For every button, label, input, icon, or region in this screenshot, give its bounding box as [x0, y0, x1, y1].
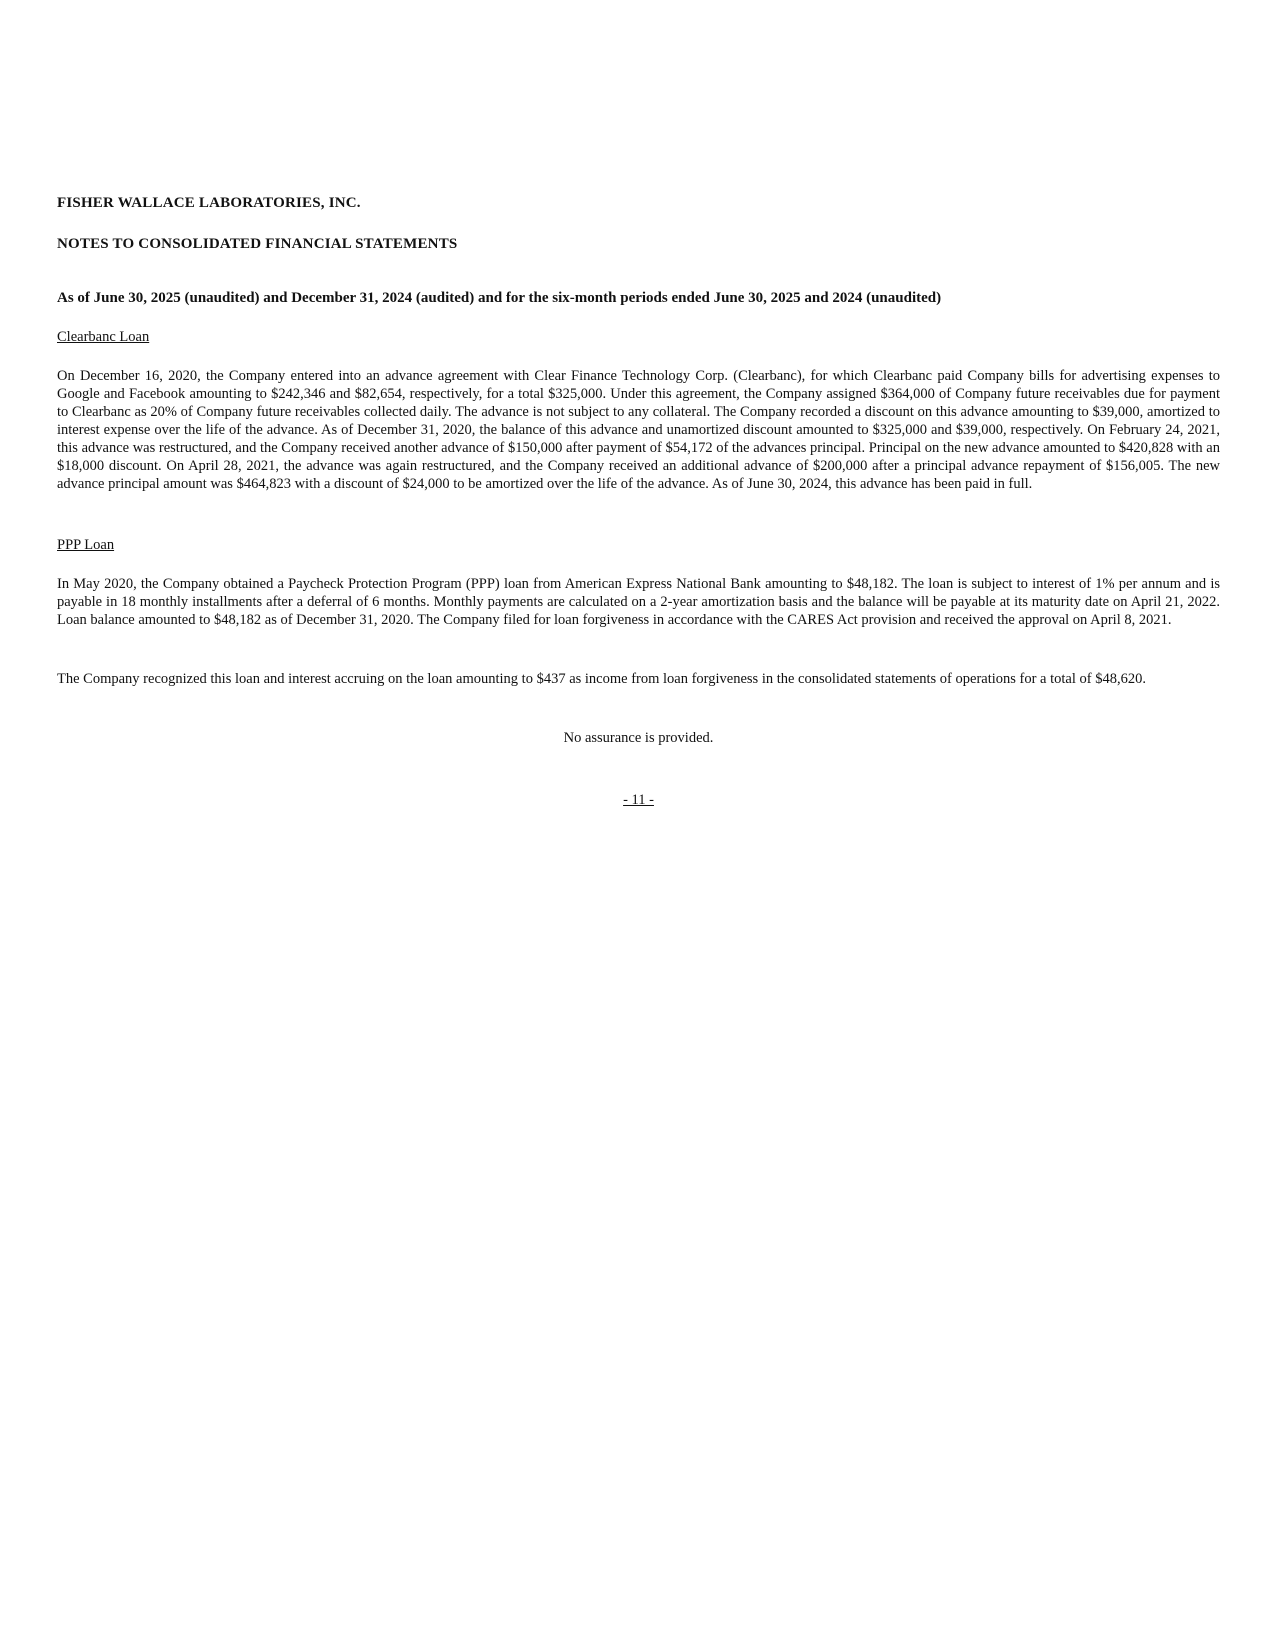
clearbanc-loan-paragraph: On December 16, 2020, the Company entered into an advance agreement with Clear Finance Technology Corp. (Clearbanc), for which Clearbanc paid Company bills for advertising expenses to Google and Facebook amounting to $242,346 and $82,654, respectively, for a total $325,000. Under this agreement, the Company assigned $364,000 of Company future receivables due for payment to Clearbanc as 20% of Company future receivables collected daily. The advance is not subject to any collateral. The Company recorded a discount on this advance amounting to $39,000, amortized to interest expense over the life of the advance. As of December 31, 2020, the balance of this advance and unamortized discount amounted to $325,000 and $39,000, respectively. On February 24, 2021, this advance was restructured, and the Company received another advance of $150,000 after payment of $54,172 of the advances principal. Principal on the new advance amounted to $420,828 with an $18,000 discount. On April 28, 2021, the advance was again restructured, and the Company received an additional advance of $200,000 after a principal advance repayment of $156,005. The new advance principal amount was $464,823 with a discount of $24,000 to be amortized over the life of the advance. As of June 30, 2024, this advance has been paid in full.	[57, 368, 1220, 492]
period-heading: As of June 30, 2025 (unaudited) and December 31, 2024 (audited) and for the six-month periods ended June 30, 2025 and 2024 (unaudited)	[57, 290, 942, 306]
company-name: FISHER WALLACE LABORATORIES, INC.	[57, 195, 361, 211]
clearbanc-loan-heading: Clearbanc Loan	[57, 329, 150, 345]
ppp-loan-forgiveness-paragraph: The Company recognized this loan and interest accruing on the loan amounting to $437 as income from loan forgiveness in the consolidated statements of operations for a total of $48,620.	[57, 671, 1146, 687]
assurance-note: No assurance is provided.	[563, 730, 714, 746]
ppp-loan-paragraph: In May 2020, the Company obtained a Paycheck Protection Program (PPP) loan from American Express National Bank amounting to $48,182. The loan is subject to interest of 1% per annum and is payable in 18 monthly installments after a deferral of 6 months. Monthly payments are calculated on a 2-year amortization basis and the balance will be payable at its maturity date on April 21, 2022. Loan balance amounted to $48,182 as of December 31, 2020. The Company filed for loan forgiveness in accordance with the CARES Act provision and received the approval on April 8, 2021.	[57, 576, 1220, 628]
page-number	[57, 792, 1220, 809]
notes-title: NOTES TO CONSOLIDATED FINANCIAL STATEMENTS	[57, 236, 458, 252]
page-number-text: - 11 -	[623, 792, 654, 808]
ppp-loan-heading: PPP Loan	[57, 537, 115, 553]
